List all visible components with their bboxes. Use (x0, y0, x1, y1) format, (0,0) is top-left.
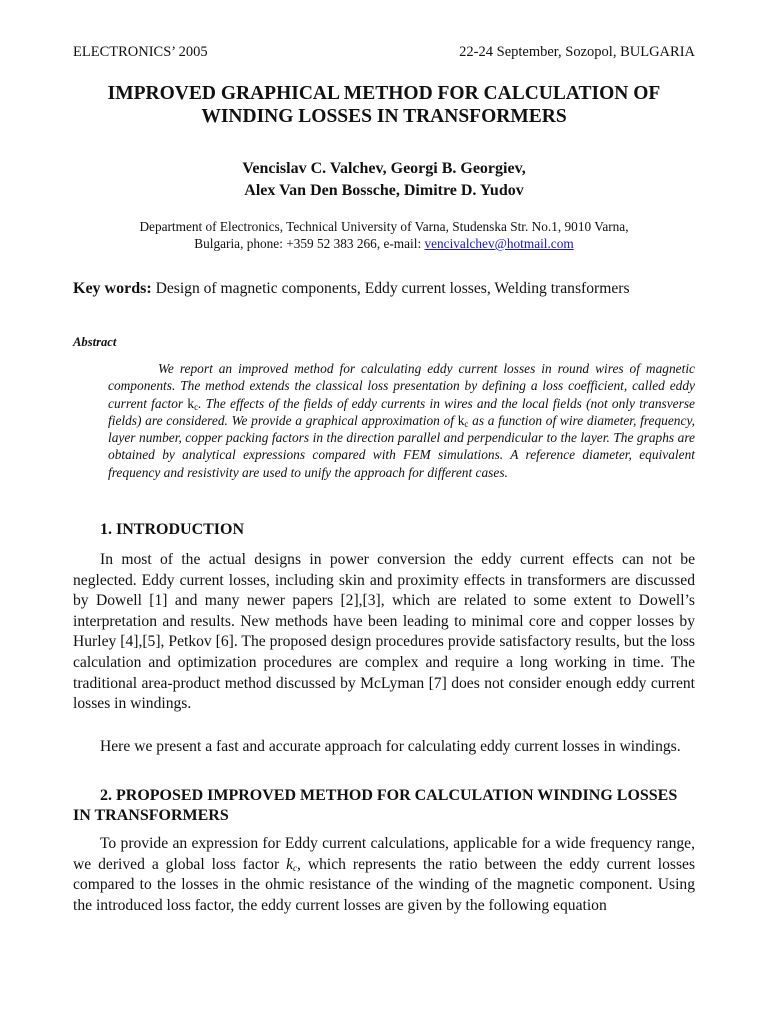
email-link[interactable]: vencivalchev@hotmail.com (424, 236, 574, 251)
title-line-2: WINDING LOSSES IN TRANSFORMERS (201, 106, 567, 127)
title-line-1: IMPROVED GRAPHICAL METHOD FOR CALCULATION OF (107, 83, 661, 104)
affiliation-line-1: Department of Electronics, Technical University of Varna, Studenska Str. No.1, 9010 Varna, (139, 219, 629, 234)
intro-paragraph-1: In most of the actual designs in power conversion the eddy current effects can not be neglected. Eddy current losses, including skin and proximity effects in transformers are discussed by Dowell [1] and many newer papers [2],[3], which are related to some extent to Dowell’s interpretation and results. New methods have been leading to minimal core and copper losses by Hurley [4],[5], Petkov [6]. The proposed design procedures provide satisfactory results, but the loss calculation and optimization procedures are complex and require a long working in time. The traditional area-product method discussed by McLyman [7] does not consider enough eddy current losses in windings. (73, 551, 695, 713)
conference-name: ELECTRONICS’ 2005 (73, 44, 208, 60)
abstract-part-3: as a function of wire diameter, frequency, layer number, copper packing factors in the direction parallel and perpendicular to the layer. The graphs are obtained by analytical expressions compared with FEM simulations. A reference diameter, equivalent frequency and resistivity are used to unify the approach for different cases. (108, 412, 695, 480)
kc-symbol: $k_c$ (187, 395, 199, 412)
affiliation (73, 218, 695, 252)
intro-paragraph-2: Here we present a fast and accurate approach for calculating eddy current losses in windings. (100, 738, 681, 755)
running-header (73, 44, 695, 61)
affiliation-line-2 (73, 235, 695, 252)
section-2-paragraph-1: To provide an expression for Eddy current calculations, applicable for a wide frequency range, we derived a global loss factor $k_c$, which represents the ratio between the eddy current losses compared to the losses in the ohmic resistance of the winding of the magnetic component. Using the introduced loss factor, the eddy current losses are given by the following equation (73, 835, 696, 914)
abstract-part-2: . The effects of the fields of eddy currents in wires and the local fields (not only transverse fields) are considered. We provide a graphical approximation of (108, 395, 695, 428)
section-1-heading: 1. INTRODUCTION (100, 521, 245, 538)
kc-symbol: $k_c$ (457, 412, 469, 429)
paper-title (73, 82, 695, 128)
keywords (73, 279, 695, 299)
affiliation-contact: Bulgaria, phone: +359 52 383 266, e-mail: (194, 236, 425, 251)
keywords-text: Design of magnetic components, Eddy current losses, Welding transformers (155, 280, 630, 297)
authors-line-1: Vencislav C. Valchev, Georgi B. Georgiev, (242, 160, 526, 177)
abstract-text (108, 360, 695, 481)
abstract-label: Abstract (73, 335, 117, 349)
authors-line-2: Alex Van Den Bossche, Dimitre D. Yudov (244, 182, 524, 199)
kc-symbol: $k_c$ (286, 855, 298, 873)
conference-date-location: 22-24 September, Sozopol, BULGARIA (459, 44, 695, 60)
keywords-label: Key words: (73, 280, 152, 297)
abstract-part-1: We report an improved method for calculating eddy current losses in round wires of magnetic components. The method extends the classical loss presentation by defining a loss coefficient, called eddy current factor (108, 361, 695, 411)
author-list (73, 158, 695, 202)
section-2-heading: 2. PROPOSED IMPROVED METHOD FOR CALCULATION WINDING LOSSES IN TRANSFORMERS (73, 787, 678, 824)
